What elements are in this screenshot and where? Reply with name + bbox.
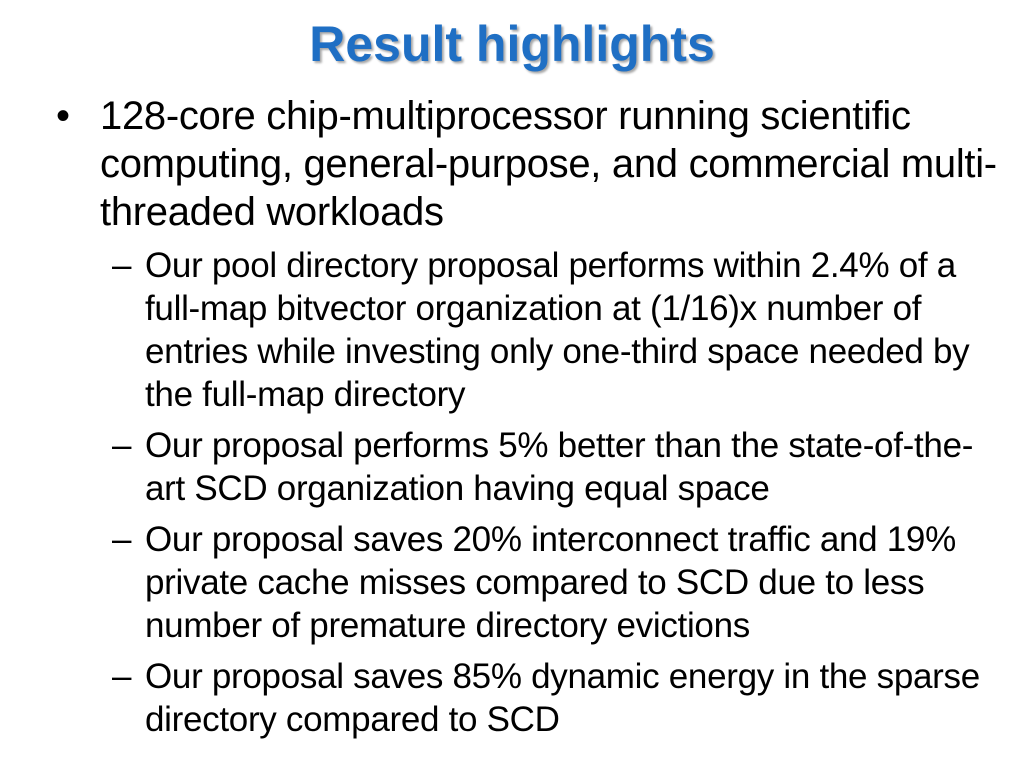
slide-content xyxy=(0,92,1024,741)
dash-marker: – xyxy=(112,426,132,465)
sub-bullet-text: Our proposal performs 5% better than the state-of-the-art SCD organization having equal space xyxy=(145,426,974,508)
sub-bullet-text: Our pool directory proposal performs within 2.4% of a full-map bitvector organization at (1/16)x number of entries while investing only one-third space needed by the full-map directory xyxy=(145,246,970,414)
sub-bullet-text: Our proposal saves 85% dynamic energy in the sparse directory compared to SCD xyxy=(145,657,980,739)
bullet-text: 128-core chip-multiprocessor running scientific computing, general-purpose, and commercial multi-threaded workloads xyxy=(100,94,997,234)
sub-bullet-item xyxy=(0,424,1024,510)
sub-bullet-text: Our proposal saves 20% interconnect traffic and 19% private cache misses compared to SCD due to less number of premature directory evictions xyxy=(145,520,956,645)
dash-marker: – xyxy=(112,657,132,696)
dash-marker: – xyxy=(112,520,132,559)
sub-bullet-item xyxy=(0,655,1024,741)
sub-bullet-item xyxy=(0,244,1024,416)
bullet-marker: • xyxy=(56,94,70,138)
sub-bullet-item xyxy=(0,518,1024,647)
bullet-item xyxy=(0,92,1024,236)
slide-title: Result highlights xyxy=(309,16,715,72)
sub-bullet-list xyxy=(0,244,1024,741)
dash-marker: – xyxy=(112,246,132,285)
